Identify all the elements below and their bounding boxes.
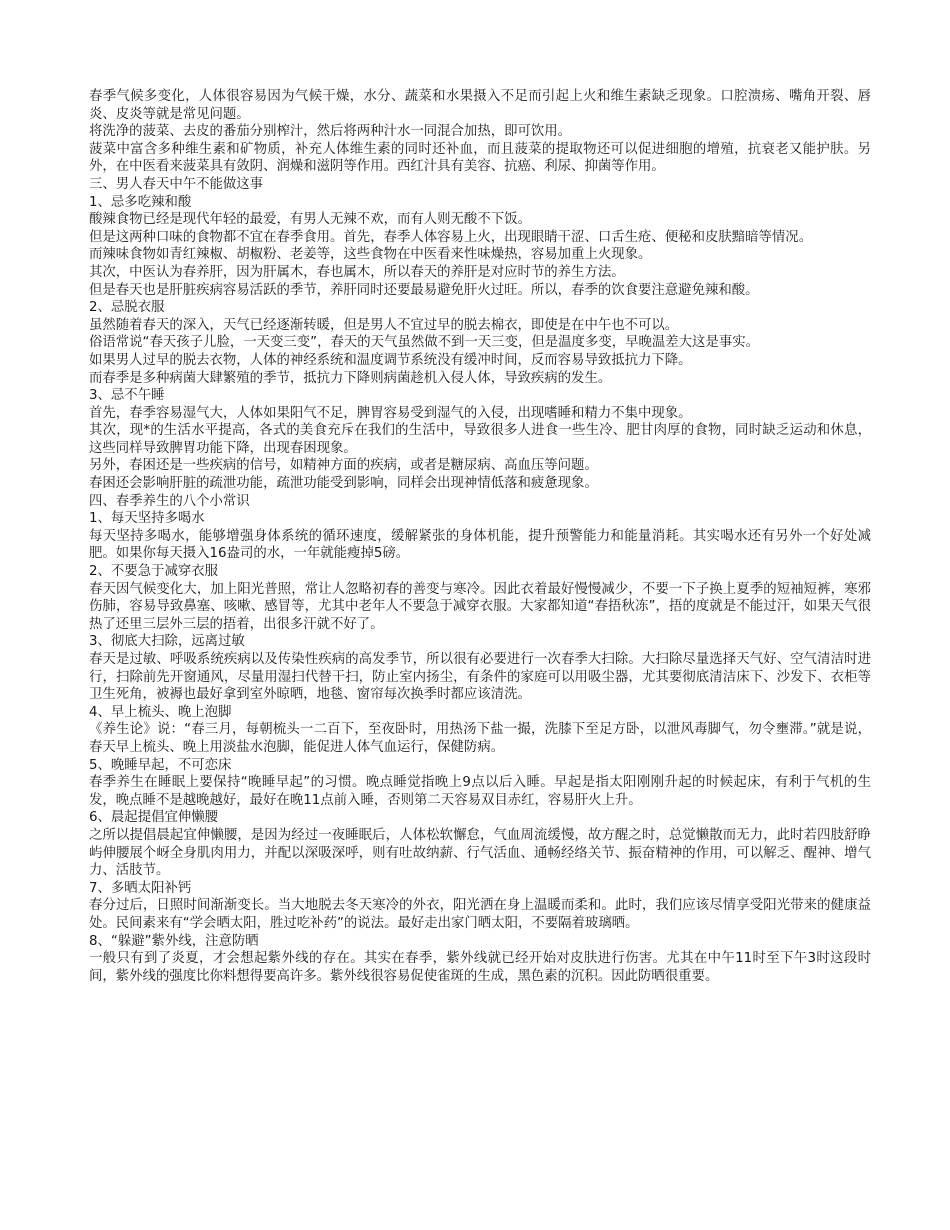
body-paragraph: 春天是过敏、呼吸系统疾病以及传染性疾病的高发季节，所以很有必要进行一次春季大扫除。大扫除尽量选择天气好、空气清洁时进行，扫除前先开窗通风，尽量用湿扫代替干扫，防止室内扬尘，有条件的家庭可以用吸尘器，尤其要彻底清洁床下、沙发下、衣柜等卫生死角，被褥也最好拿到室外晾晒，地毯、窗帘每次换季时都应该清洗。 bbox=[89, 652, 871, 703]
subsection-heading: 1、忌多吃辣和酸 bbox=[89, 194, 192, 210]
article-body bbox=[89, 88, 871, 985]
body-paragraph: 菠菜中富含多种维生素和矿物质，补充人体维生素的同时还补血，而且菠菜的提取物还可以促进细胞的增殖，抗衰老又能护肤。另外，在中医看来菠菜具有敛阴、润燥和滋阴等作用。西红汁具有美容、抗癌、利尿、抑菌等作用。 bbox=[89, 141, 871, 175]
body-paragraph: 而春季是多种病菌大肆繁殖的季节，抵抗力下降则病菌趁机入侵人体，导致疾病的发生。 bbox=[89, 370, 612, 386]
section-heading: 四、春季养生的八个小常识 bbox=[89, 493, 250, 509]
subsection-heading: 1、每天坚持多喝水 bbox=[89, 511, 205, 527]
body-paragraph: 而辣味食物如青红辣椒、胡椒粉、老姜等，这些食物在中医看来性味燥热，容易加重上火现象。 bbox=[89, 247, 652, 263]
body-paragraph: 一般只有到了炎夏，才会想起紫外线的存在。其实在春季，紫外线就已经开始对皮肤进行伤害。尤其在中午11时至下午3时这段时间，紫外线的强度比你料想得要高许多。紫外线很容易促使雀斑的生成，黑色素的沉积。因此防晒很重要。 bbox=[89, 951, 871, 984]
body-paragraph: 春季养生在睡眠上要保持“晚睡早起”的习惯。晚点睡觉指晚上9点以后入睡。早起是指太阳刚刚升起的时候起床，有利于气机的生发，晚点睡不是越晚越好，最好在晚11点前入睡，否则第二天容易双目赤红，容易肝火上升。 bbox=[89, 775, 871, 808]
body-paragraph: 酸辣食物已经是现代年轻的最爱，有男人无辣不欢，而有人则无酸不下饭。 bbox=[89, 212, 531, 228]
subsection-heading: 2、忌脱衣服 bbox=[89, 300, 165, 316]
body-paragraph: 俗语常说“春天孩子儿脸，一天变三变”，春天的天气虽然做不到一天三变，但是温度多变，早晚温差大这是事实。 bbox=[89, 335, 760, 351]
body-paragraph: 春天因气候变化大，加上阳光普照，常让人忽略初春的善变与寒冷。因此衣着最好慢慢减少，不要一下子换上夏季的短袖短裤，寒邪伤肺，容易导致鼻塞、咳嗽、感冒等，尤其中老年人不要急于减穿衣服。大家都知道“春捂秋冻”，捂的度就是不能过汗，如果天气很热了还里三层外三层的捂着，出很多汗就不好了。 bbox=[89, 581, 871, 632]
subsection-heading: 2、不要急于减穿衣服 bbox=[89, 564, 219, 580]
subsection-heading: 4、早上梳头、晚上泡脚 bbox=[89, 704, 232, 720]
subsection-heading: 6、晨起提倡宜伸懒腰 bbox=[89, 810, 219, 826]
body-paragraph: 但是春天也是肝脏疾病容易活跃的季节，养肝同时还要最易避免肝火过旺。所以，春季的饮食要注意避免辣和酸。 bbox=[89, 282, 759, 298]
body-paragraph: 《养生论》说：“春三月，每朝梳头一二百下，至夜卧时，用热汤下盐一撮，洗膝下至足方卧，以泄风毒脚气，勿令壅滞。”就是说，春天早上梳头、晚上用淡盐水泡脚，能促进人体气血运行，保健防病。 bbox=[89, 722, 871, 755]
body-paragraph: 每天坚持多喝水，能够增强身体系统的循环速度，缓解紧张的身体机能，提升预警能力和能量消耗。其实喝水还有另外一个好处减肥。如果你每天摄入16盎司的水，一年就能瘦掉5磅。 bbox=[89, 528, 871, 562]
body-paragraph: 但是这两种口味的食物都不宜在春季食用。首先，春季人体容易上火，出现眼睛干涩、口舌生疮、便秘和皮肤黯暗等情况。 bbox=[89, 229, 813, 245]
body-paragraph: 将洗净的菠菜、去皮的番茄分别榨汁，然后将两种汁水一同混合加热，即可饮用。 bbox=[89, 124, 572, 140]
body-paragraph: 春困还会影响肝脏的疏泄功能，疏泄功能受到影响，同样会出现神情低落和疲惫现象。 bbox=[89, 476, 598, 492]
body-paragraph: 另外，春困还是一些疾病的信号，如精神方面的疾病，或者是糖尿病、高血压等问题。 bbox=[89, 458, 598, 474]
body-paragraph: 如果男人过早的脱去衣物，人体的神经系统和温度调节系统没有缓冲时间，反而容易导致抵抗力下降。 bbox=[89, 352, 692, 368]
body-paragraph: 虽然随着春天的深入，天气已经逐渐转暖，但是男人不宜过早的脱去棉衣，即使是在中午也不可以。 bbox=[89, 317, 679, 333]
section-heading: 三、男人春天中午不能做这事 bbox=[89, 176, 264, 192]
subsection-heading: 5、晚睡早起，不可恋床 bbox=[89, 757, 232, 773]
body-paragraph: 其次，中医认为春养肝，因为肝属木，春也属木，所以春天的养肝是对应时节的养生方法。 bbox=[89, 264, 625, 280]
subsection-heading: 3、忌不午睡 bbox=[89, 388, 165, 404]
subsection-heading: 7、多晒太阳补钙 bbox=[89, 880, 192, 896]
body-paragraph: 之所以提倡晨起宜伸懒腰，是因为经过一夜睡眠后，人体松软懈怠，气血周流缓慢，故方醒之时，总觉懒散而无力，此时若四肢舒睁屿伸腰展个岈全身肌肉用力，并配以深吸深呼，则有吐故纳薪、行气活血、通畅经络关节、振奋精神的作用，可以解乏、醒神、增气力、活肢节。 bbox=[89, 827, 871, 879]
body-paragraph: 春分过后，日照时间渐渐变长。当大地脱去冬天寒冷的外衣，阳光洒在身上温暖而柔和。此时，我们应该尽情享受阳光带来的健康益处。民间素来有“学会晒太阳，胜过吃补药”的说法。最好走出家门晒太阳，不要隔着玻璃晒。 bbox=[89, 898, 871, 931]
body-paragraph: 其次，现*的生活水平提高，各式的美食充斥在我们的生活中，导致很多人进食一些生冷、肥甘肉厚的食物，同时缺乏运动和休息，这些同样导致脾胃功能下降，出现春困现象。 bbox=[89, 423, 871, 456]
body-paragraph: 春季气候多变化，人体很容易因为气候干燥，水分、蔬菜和水果摄入不足而引起上火和维生素缺乏现象。口腔溃疡、嘴角开裂、唇炎、皮炎等就是常见问题。 bbox=[89, 89, 871, 122]
subsection-heading: 8、“躲避”紫外线，注意防晒 bbox=[89, 933, 259, 949]
subsection-heading: 3、彻底大扫除，远离过敏 bbox=[89, 634, 245, 650]
body-paragraph: 首先，春季容易湿气大，人体如果阳气不足，脾胃容易受到湿气的入侵，出现嗜睡和精力不集中现象。 bbox=[89, 405, 692, 421]
